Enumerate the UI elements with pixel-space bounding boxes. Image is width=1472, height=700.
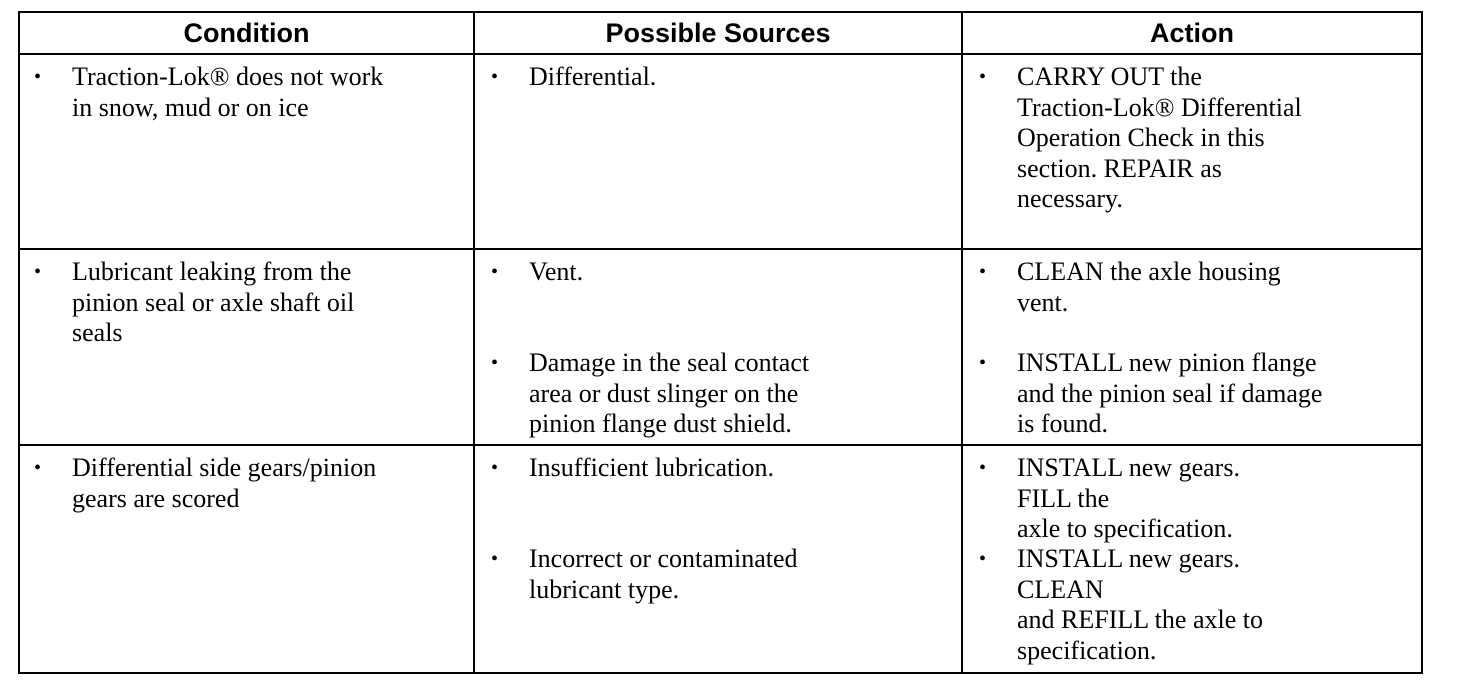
bullet-icon: •: [979, 457, 987, 479]
condition-cell: [19, 445, 474, 673]
sources-cell: [474, 249, 962, 445]
condition-item: • Lubricant leaking from the pinion seal or axle shaft oil seals: [34, 257, 355, 347]
bullet-icon: •: [491, 66, 499, 88]
table-row: [19, 249, 1422, 445]
header-possible-sources: Possible Sources: [474, 12, 962, 54]
bullet-icon: •: [491, 457, 499, 479]
bullet-icon: •: [979, 548, 987, 570]
bullet-icon: •: [491, 548, 499, 570]
action-cell: [962, 249, 1422, 445]
condition-item: • Traction-Lok® does not work in snow, mud or on ice: [34, 62, 384, 122]
source-item: • Insufficient lubrication.: [491, 453, 775, 482]
bullet-icon: •: [34, 261, 42, 283]
bullet-icon: •: [979, 261, 987, 283]
action-item: • INSTALL new gears. FILL the axle to specification.: [979, 453, 1240, 543]
bullet-icon: •: [34, 457, 42, 479]
source-item: • Incorrect or contaminated lubricant type.: [491, 544, 798, 604]
bullet-icon: •: [34, 66, 42, 88]
source-item: • Differential.: [491, 62, 657, 91]
action-cell: [962, 445, 1422, 673]
condition-item: • Differential side gears/pinion gears are scored: [34, 453, 377, 513]
bullet-icon: •: [979, 352, 987, 374]
bullet-icon: •: [491, 352, 499, 374]
header-row: [19, 12, 1422, 54]
diagnosis-table: [18, 11, 1423, 674]
source-item: • Damage in the seal contact area or dust slinger on the pinion flange dust shield.: [491, 348, 810, 438]
header-condition: Condition: [19, 12, 474, 54]
condition-cell: [19, 54, 474, 249]
table-row: [19, 445, 1422, 673]
source-item: • Vent.: [491, 257, 584, 286]
table-row: [19, 54, 1422, 249]
action-item: • INSTALL new pinion flange and the pinion seal if damage is found.: [979, 348, 1323, 438]
header-action: Action: [962, 12, 1422, 54]
action-cell: [962, 54, 1422, 249]
bullet-icon: •: [979, 66, 987, 88]
sources-cell: [474, 445, 962, 673]
action-item: • INSTALL new gears. CLEAN and REFILL the axle to specification.: [979, 544, 1263, 665]
action-item: • CARRY OUT the Traction-Lok® Differential Operation Check in this section. REPAIR as necessary.: [979, 62, 1302, 213]
bullet-icon: •: [491, 261, 499, 283]
condition-cell: [19, 249, 474, 445]
sources-cell: [474, 54, 962, 249]
action-item: • CLEAN the axle housing vent.: [979, 257, 1281, 317]
